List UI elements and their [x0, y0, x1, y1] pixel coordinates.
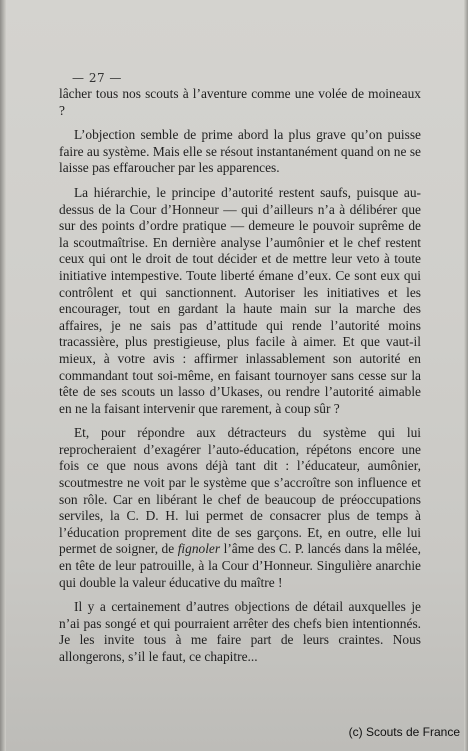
paragraph-4-text-after: l’âme des C. P. lancés dans la mêlée, en tête de leur patrouille, à la Cour d’Honneur. Singulière anarchie qui double la valeur éducative du maître ! — [59, 541, 421, 590]
paragraph-5: Il y a certainement d’autres objections de détail auxquelles je n’ai pas songé et qui pourraient arrêter des chefs bien intentionnés. Je les invite tous à me faire part de leurs craintes. Nous allongerons, s’il le faut, ce chapitre... — [59, 599, 421, 664]
body-text — [59, 86, 421, 666]
page-number: — 27 — — [72, 71, 122, 85]
copyright-watermark: (c) Scouts de France — [348, 725, 460, 739]
paragraph-1: lâcher tous nos scouts à l’aventure comme une volée de moineaux ? — [59, 86, 421, 118]
page-right-edge — [464, 0, 468, 751]
paragraph-4 — [59, 425, 421, 591]
paragraph-3: La hiérarchie, le principe d’autorité restent saufs, puisque au-dessus de la Cour d’Honneur — qui d’ailleurs n’a à délibérer que sur des points d’ordre pratique — demeure le pouvoir suprême de la scoutmaîtrise. En dernière analyse l’aumônier et le chef restent ceux qui ont le droit de tout décider et de mettre leur veto à toute initiative intempestive. Toute liberté émane d’eux. Ce sont eux qui contrôlent et qui sanctionnent. Autoriser les initiatives et les encourager, tout en gardant la haute main sur la marche des affaires, je ne sais pas d’attitude qui rende l’autorité moins tracassière, plus prestigieuse, plus facile à aimer. Et que vaut-il mieux, à votre avis : affirmer inlassablement son autorité en commandant tout soi-même, en faisant tournoyer sans cesse sur la tête de ses scouts un lasso d’Ukases, ou rendre l’autorité aimable en ne la faisant intervenir que rarement, à coup sûr ? — [59, 184, 421, 416]
paragraph-2: L’objection semble de prime abord la plus grave qu’on puisse faire au système. Mais elle se résout instantanément quand on ne se laisse pas effaroucher par les apparences. — [59, 127, 421, 176]
page-left-edge — [0, 0, 6, 751]
paragraph-4-italic-word: fignoler — [177, 541, 221, 557]
paragraph-4-text-before: Et, pour répondre aux détracteurs du système qui lui reprocheraient d’exagérer l’auto-éducation, répétons encore une fois ce que nous avons déjà tant dit : l’éducateur, aumônier, scoutmestre ne voit par le système que s’accroître son influence et son rôle. Car en libérant le chef de beaucoup de préoccupations serviles, la C. D. H. lui permet de consacrer plus de temps à l’éducation proprement dite de ses garçons. Et, en outre, elle lui permet de soigner, de — [59, 425, 421, 557]
